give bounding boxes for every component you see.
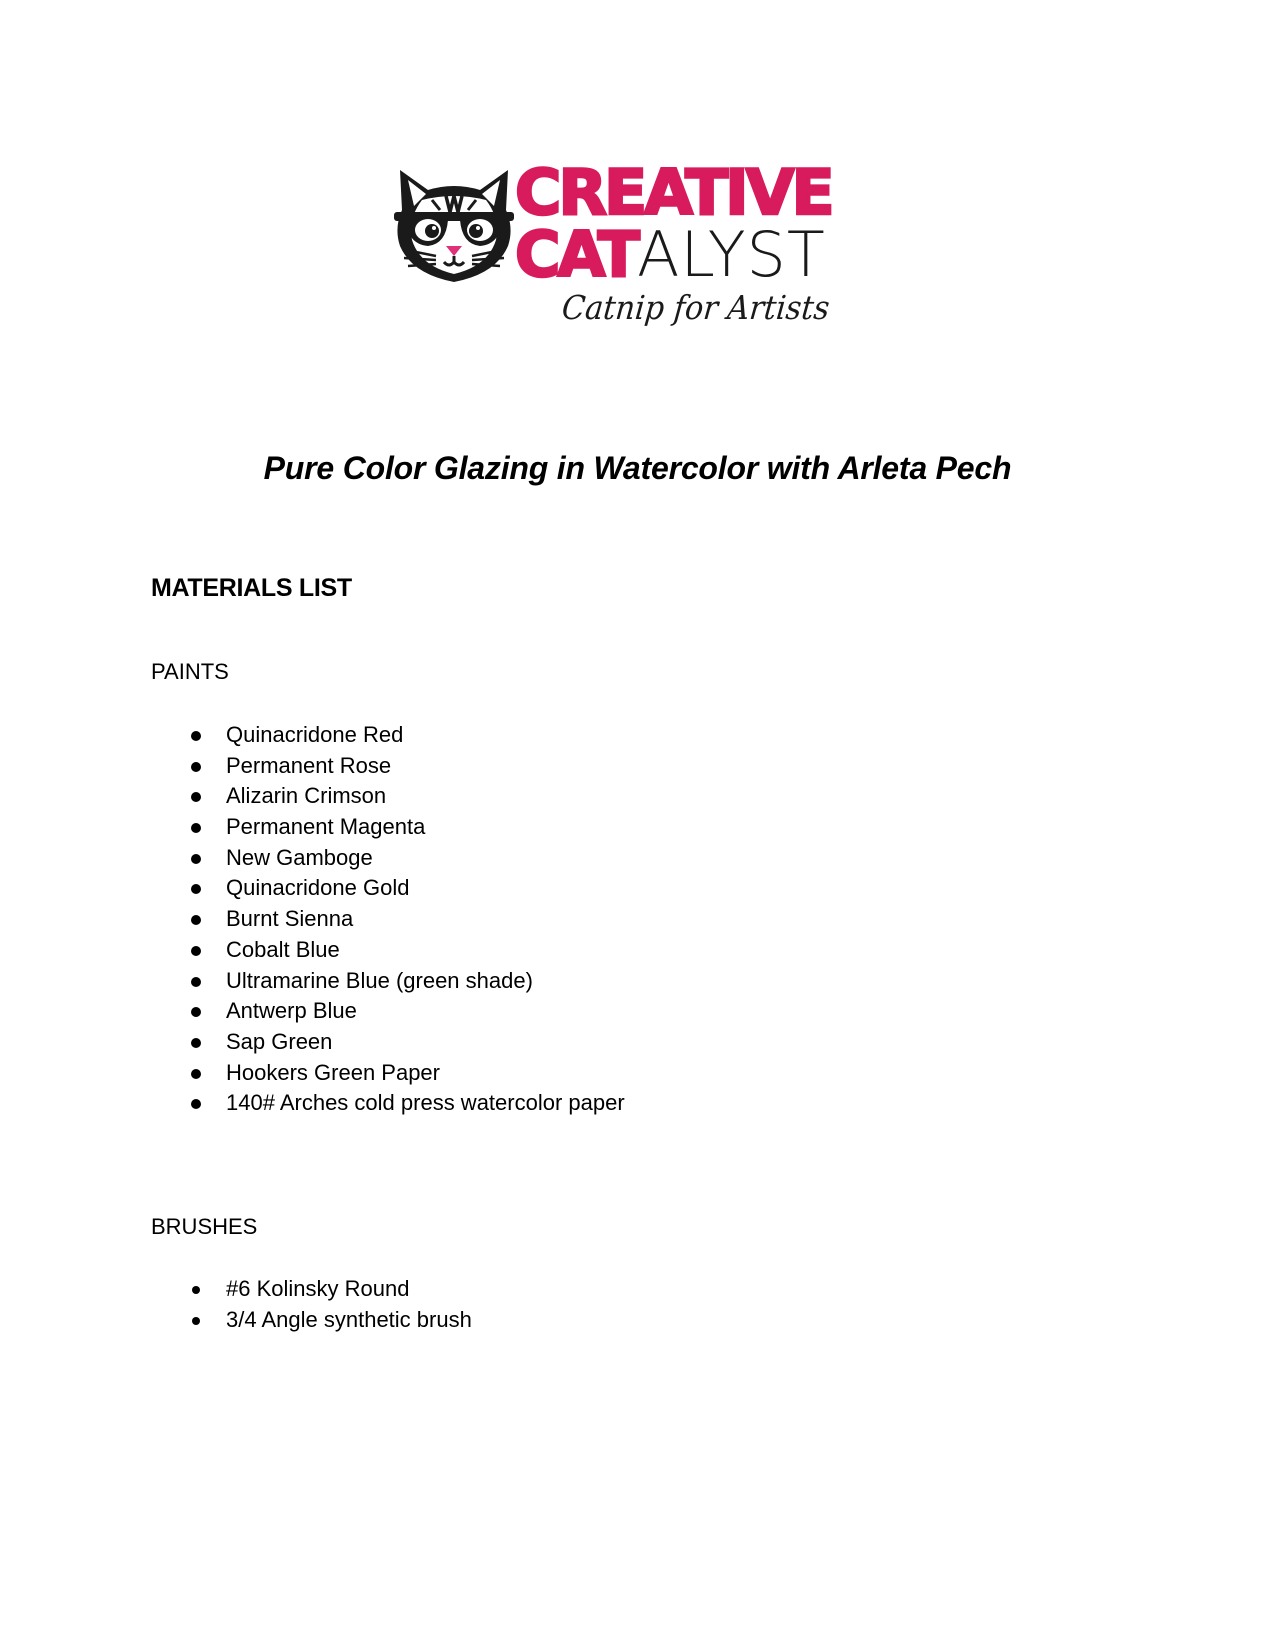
list-item-label: 140# Arches cold press watercolor paper — [226, 1090, 625, 1116]
list-item-label: Sap Green — [226, 1028, 333, 1054]
document-title: Pure Color Glazing in Watercolor with Arleta Pech — [263, 450, 1012, 486]
brand-name-line2 — [515, 218, 826, 291]
bullet-icon — [191, 1038, 201, 1048]
list-item-label: Permanent Rose — [226, 752, 392, 778]
bullet-icon — [191, 1099, 201, 1109]
brand-tagline: Catnip for Artists — [560, 288, 832, 327]
list-item-label: Permanent Magenta — [226, 814, 426, 840]
bullet-icon — [191, 946, 201, 956]
list-item-label: Ultramarine Blue (green shade) — [226, 967, 533, 993]
bullet-icon — [191, 1069, 201, 1079]
bullet-icon — [192, 1317, 200, 1325]
bullet-icon — [191, 854, 201, 864]
bullet-icon — [192, 1286, 200, 1294]
cat-with-glasses-icon — [392, 166, 516, 284]
brand-name-alyst: ALYST — [636, 218, 826, 291]
bullet-icon — [191, 792, 201, 802]
creative-catalyst-logo — [392, 156, 882, 346]
bullet-icon — [191, 762, 201, 772]
paints-heading: PAINTS — [151, 659, 229, 684]
brand-name-cat: CAT — [515, 218, 637, 291]
bullet-icon — [191, 1007, 201, 1017]
list-item-label: 3/4 Angle synthetic brush — [226, 1306, 472, 1332]
list-item-label: Quinacridone Gold — [226, 875, 410, 901]
list-item-label: Hookers Green Paper — [226, 1059, 440, 1085]
materials-list-heading: MATERIALS LIST — [151, 574, 352, 602]
bullet-icon — [191, 823, 201, 833]
bullet-icon — [191, 915, 201, 925]
bullet-icon — [191, 731, 201, 741]
brand-name-line1: CREATIVE — [515, 156, 832, 229]
list-item-label: Alizarin Crimson — [226, 783, 387, 809]
list-item-label: Burnt Sienna — [226, 906, 354, 932]
brushes-heading: BRUSHES — [151, 1214, 258, 1239]
list-item-label: #6 Kolinsky Round — [226, 1276, 410, 1301]
list-item-label: New Gamboge — [226, 844, 373, 870]
bullet-icon — [191, 884, 201, 894]
list-item-label: Antwerp Blue — [226, 998, 357, 1024]
list-item-label: Cobalt Blue — [226, 936, 340, 962]
bullet-icon — [191, 977, 201, 987]
list-item-label: Quinacridone Red — [226, 722, 404, 747]
